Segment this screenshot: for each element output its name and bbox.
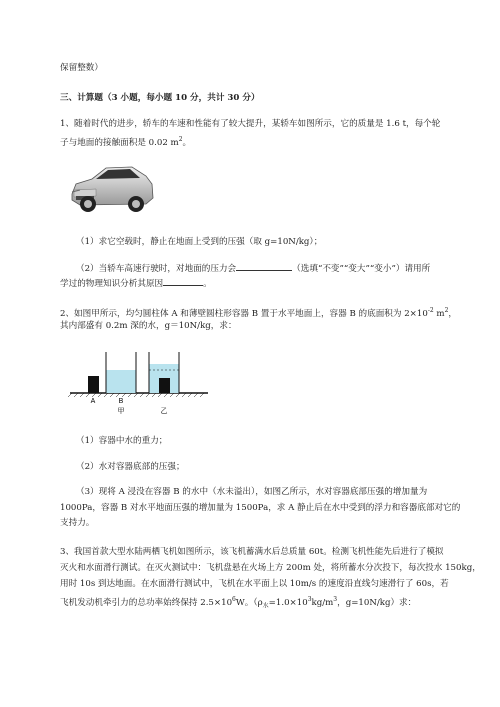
text-line: 灭火和水面滑行测试。在灭火测试中：飞机盘悬在火场上方 200m 处，将所蓄水分次投下，每次投水 150kg， bbox=[60, 563, 481, 573]
text-line: 飞机发动机牵引力的总功率始终保持 $2.5\times 10^6W$。（$\rho_水=1.0\times 10^3kg/m^3$，g=10N/kg）求： bbox=[60, 596, 417, 610]
label-jia: 甲 bbox=[117, 407, 125, 415]
text-line: 2、如图甲所示，均匀圆柱体 A 和薄壁圆柱形容器 B 置于水平地面上，容器 B 的底面积为 $2\times 10^{-2}$ $m^2$， bbox=[60, 307, 457, 319]
text-line: 3、我国首款大型水陆两栖飞机如图所示，该飞机蓄满水后总质量 60t。检测飞机性能先后进行了模拟 bbox=[60, 547, 444, 557]
text-line: （1）容器中水的重力； bbox=[76, 436, 168, 446]
text-line: （2）当轿车高速行驶时，对地面的压力会 （选填“不变”“变大”“变小”）请用所 bbox=[76, 261, 430, 275]
label-yi: 乙 bbox=[160, 407, 168, 415]
text-line: 学过的物理知识分析其原因 。 bbox=[60, 276, 212, 290]
answer-blank[interactable] bbox=[236, 261, 292, 271]
submerged-a bbox=[159, 378, 170, 393]
section-heading: 三、计算题（3 小题，每小题 10 分，共计 30 分） bbox=[60, 93, 260, 103]
text-line: 1、随着时代的进步，轿车的车速和性能有了较大提升，某轿车如图所示，它的质量是 1.6 t，每个轮 bbox=[60, 119, 441, 129]
container-diagram bbox=[66, 348, 212, 416]
answer-blank[interactable] bbox=[163, 276, 203, 286]
text-line: （1）求它空载时，静止在地面上受到的压强（取 g=10N/kg）； bbox=[76, 237, 323, 247]
label-b: B bbox=[118, 398, 124, 405]
text-line: 1000Pa，容器 B 对水平地面压强的增加量为 1500Pa，求 A 静止后在水中受到的浮力和容器底部对它的 bbox=[60, 503, 461, 513]
label-a: A bbox=[90, 398, 96, 405]
sedan-car-image bbox=[66, 158, 158, 218]
text-line: 用时 10s 到达地面。在水面滑行测试中，飞机在水平面上以 10m/s 的速度沿直线匀速滑行了 60s，若 bbox=[60, 579, 449, 589]
water-fill bbox=[106, 370, 136, 393]
text-line: 其内部盛有 0.2m 深的水，g＝10N/kg，求： bbox=[60, 321, 237, 331]
text-line: 子与地面的接触面积是 0.02 $m^2$。 bbox=[60, 136, 192, 148]
text-line: （2）水对容器底部的压强； bbox=[76, 462, 185, 472]
cylinder-a bbox=[88, 376, 99, 393]
text-line: 支持力。 bbox=[60, 518, 95, 528]
text-line: （3）现将 A 浸没在容器 B 的水中（水未溢出），如图乙所示，水对容器底部压强的增加量为 bbox=[76, 487, 428, 497]
text-line: 保留整数） bbox=[60, 63, 103, 73]
